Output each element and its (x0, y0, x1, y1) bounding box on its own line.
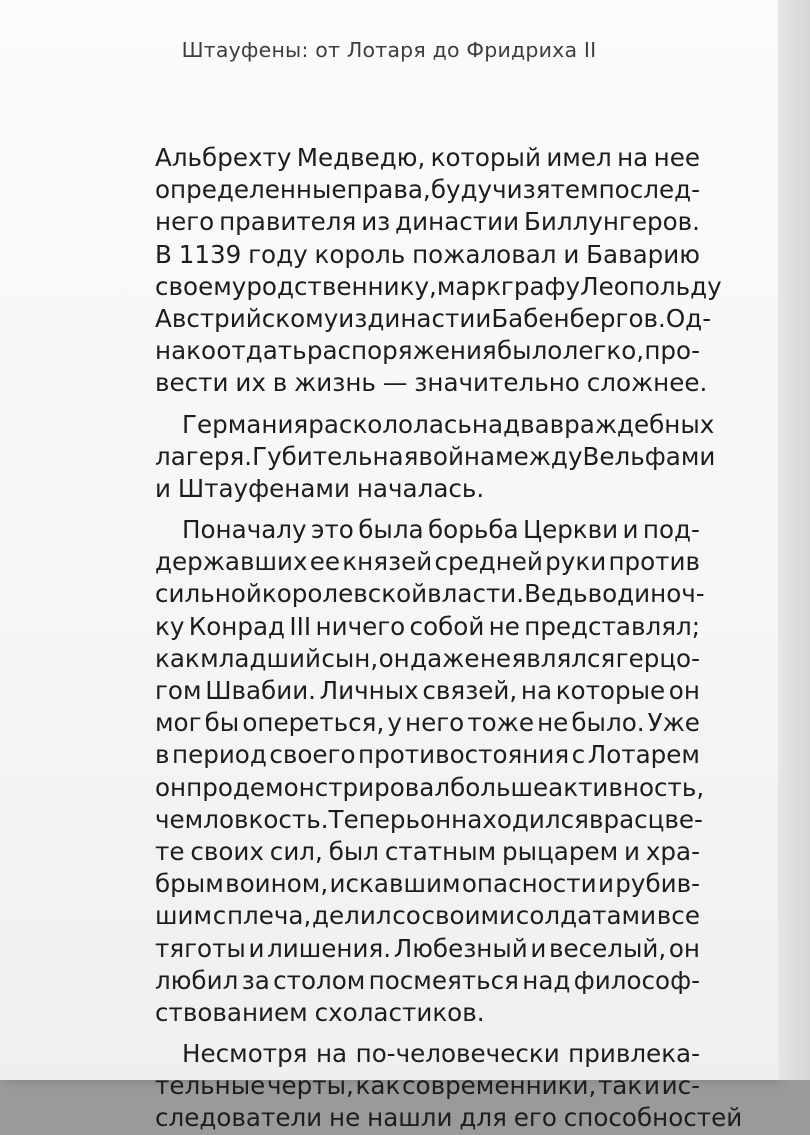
text-line: чем ловкость. Теперь он находился в расцве- (155, 804, 703, 834)
text-line: ствованием схоластиков. (155, 997, 485, 1027)
text-line: Поначалу это была борьба Церкви и под- (182, 515, 700, 545)
text-line: нако отдать распоряжения было легко, про- (155, 336, 700, 366)
text-line: следователи не нашли для его способностей (155, 1103, 743, 1133)
text-line: Австрийскому из династии Бабенбергов. Од- (155, 303, 712, 333)
text-line: определенные права, будучи зятем послед- (155, 175, 700, 205)
text-line: Альбрехту Медведю, который имел на нее (155, 143, 700, 172)
text-line: и Штауфенами началась. (155, 473, 485, 503)
text-line: него правителя из династии Биллунгеров. (155, 207, 700, 237)
text-line: как младший сын, он даже не являлся герцо- (155, 643, 700, 673)
text-line: тельные черты, как современники, так и ис- (155, 1071, 700, 1101)
text-line: своему родственнику, маркграфу Леопольду (155, 271, 722, 301)
paragraph (155, 409, 716, 506)
next-page-edge (778, 0, 810, 1080)
text-line: брым воином, искавшим опасности и рубив- (155, 869, 700, 899)
text-line: мог бы опереться, у него тоже не было. Уже (155, 708, 700, 738)
paragraph-gap (155, 1029, 700, 1038)
paragraph (155, 142, 722, 400)
paragraph (155, 1038, 743, 1135)
paragraph (155, 514, 705, 1029)
text-line: гом Швабии. Личных связей, на которые он (155, 676, 700, 705)
text-line: Несмотря на по-человечески привлека- (182, 1039, 700, 1069)
text-line: державших ее князей средней руки против (155, 547, 700, 577)
text-line: ку Конрад III ничего собой не представлял; (155, 611, 700, 641)
text-line: тяготы и лишения. Любезный и веселый, он (155, 933, 700, 963)
body-text (155, 142, 743, 1135)
text-line: В 1139 году король пожаловал и Баварию (155, 239, 700, 269)
text-line: он продемонстрировал больше активность, (155, 772, 705, 802)
text-line: те своих сил, был статным рыцарем и хра- (155, 836, 700, 866)
text-line: вести их в жизнь — значительно сложнее. (155, 368, 708, 398)
paragraph-gap (155, 505, 700, 514)
text-line: сильной королевской власти. Ведь в одиноч- (155, 579, 705, 609)
paragraph-gap (155, 400, 700, 409)
text-line: шим с плеча, делил со своими солдатами все (155, 901, 700, 931)
text-line: любил за столом посмеяться над философ- (155, 965, 700, 995)
text-line: Германия раскололась на два враждебных (182, 409, 715, 439)
text-line: в период своего противостояния с Лотарем (155, 740, 700, 770)
text-line: лагеря. Губительная война между Вельфами (155, 441, 716, 471)
running-head: Штауфены: от Лотаря до Фридриха II (181, 38, 597, 62)
